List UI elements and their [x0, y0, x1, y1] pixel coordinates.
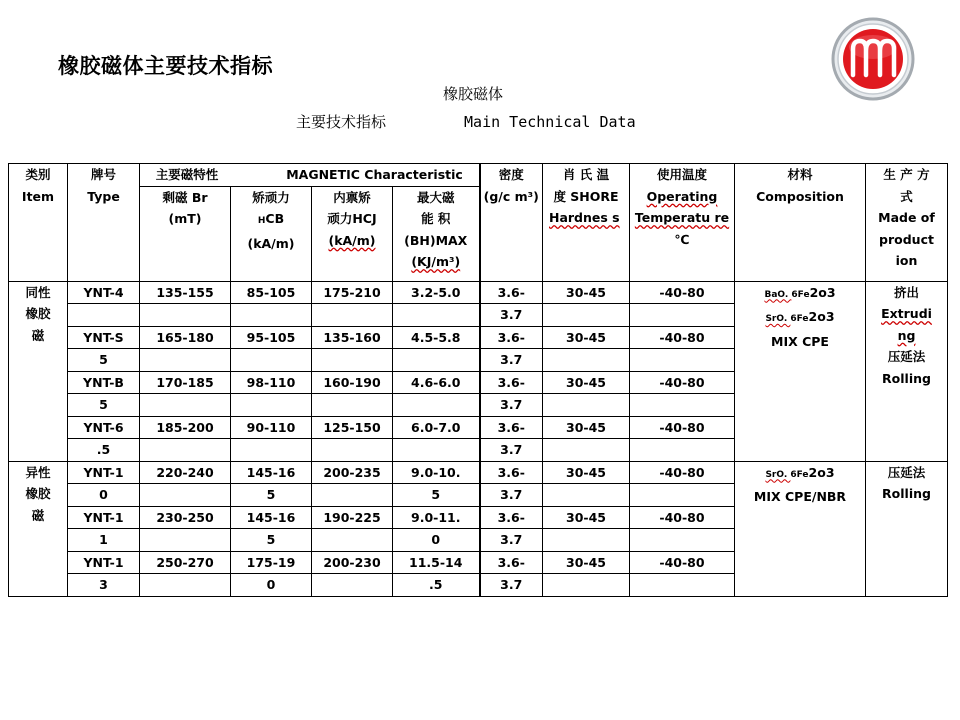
header-process-line: 生 产 方 — [883, 167, 930, 182]
hardness-cell-line: 30-45 — [566, 329, 606, 345]
material-cell-line — [735, 306, 865, 331]
process-cell — [866, 461, 948, 596]
density-cell — [480, 529, 543, 552]
hcj-cell — [312, 416, 393, 439]
technical-data-table — [8, 163, 948, 597]
hcj-cell — [312, 484, 393, 507]
header-hcj-line: (kA/m) — [328, 232, 376, 248]
hardness-cell — [543, 506, 630, 529]
header-hcb-line: 矫顽力 — [252, 189, 290, 205]
header-br — [140, 186, 231, 281]
hcj-cell — [312, 281, 393, 304]
header-temperature-line: Operating — [646, 188, 718, 204]
hcb-cell-line: 90-110 — [246, 419, 296, 435]
type-cell-line: .5 — [96, 442, 111, 457]
hardness-cell-line: 30-45 — [566, 554, 606, 570]
bhmax-cell — [393, 326, 480, 349]
header-bhmax-line: (KJ/m³) — [411, 254, 461, 269]
density-cell-line: 3.6- — [497, 464, 525, 480]
temperature-cell — [630, 281, 735, 304]
density-cell-line: 3.7 — [500, 532, 523, 547]
br-cell — [140, 371, 231, 394]
hardness-cell — [543, 349, 630, 372]
category-cell-line: 磁 — [31, 327, 45, 343]
subtitle-line2-en: Main Technical Data — [464, 113, 636, 131]
density-cell-line: 3.7 — [500, 577, 523, 592]
hardness-cell — [543, 551, 630, 574]
density-cell-line: 3.7 — [500, 307, 523, 322]
hcj-cell — [312, 394, 393, 417]
hcb-prefix: H — [257, 216, 266, 226]
material-cell-line — [735, 282, 865, 307]
density-cell — [480, 304, 543, 327]
hcj-cell — [312, 326, 393, 349]
bhmax-cell — [393, 506, 480, 529]
header-hcb — [231, 186, 312, 281]
header-hcb-line: (kA/m) — [247, 235, 295, 251]
header-br-line: 剩磁 Br — [162, 189, 208, 205]
type-cell — [68, 551, 140, 574]
table-row — [9, 461, 948, 484]
formula-prefix: SrO. — [765, 469, 791, 480]
process-cell-line: ng — [897, 327, 916, 343]
type-cell — [68, 304, 140, 327]
temperature-cell — [630, 326, 735, 349]
type-cell — [68, 506, 140, 529]
process-cell-line: Rolling — [882, 486, 931, 501]
density-cell-line: 3.7 — [500, 397, 523, 412]
temperature-cell — [630, 551, 735, 574]
material-cell-line: MIX CPE — [771, 333, 829, 349]
br-cell — [140, 439, 231, 462]
hardness-cell-line: 30-45 — [566, 464, 606, 480]
type-cell — [68, 371, 140, 394]
hcj-cell-line: 190-225 — [323, 509, 381, 525]
material-cell — [735, 281, 866, 461]
hardness-cell — [543, 416, 630, 439]
hcj-cell — [312, 574, 393, 597]
type-cell — [68, 461, 140, 484]
density-cell — [480, 484, 543, 507]
hardness-cell — [543, 394, 630, 417]
category-cell — [9, 461, 68, 596]
br-cell-line: 230-250 — [156, 509, 214, 525]
bhmax-cell — [393, 551, 480, 574]
hcb-cell — [231, 551, 312, 574]
br-cell-line: 170-185 — [156, 374, 214, 390]
header-material — [735, 164, 866, 282]
header-hardness — [543, 164, 630, 282]
bhmax-cell — [393, 349, 480, 372]
process-cell-line: 挤出 — [893, 284, 919, 300]
density-cell-line: 3.6- — [497, 329, 525, 345]
density-cell-line: 3.7 — [500, 352, 523, 367]
hcb-cell — [231, 281, 312, 304]
type-cell-line: YNT-1 — [83, 509, 124, 525]
hcj-cell — [312, 371, 393, 394]
hardness-cell — [543, 281, 630, 304]
header-hardness-line: 度 SHORE — [553, 188, 619, 204]
hcb-cell-line: 175-19 — [246, 554, 296, 570]
type-cell-line: 5 — [99, 397, 108, 412]
br-cell — [140, 461, 231, 484]
hcb-cell-line: 5 — [266, 487, 276, 502]
header-bhmax-line: 最大磁 — [416, 189, 455, 205]
material-cell-line: MIX CPE/NBR — [753, 489, 847, 504]
type-cell-line: YNT-B — [83, 374, 124, 390]
material-cell — [735, 461, 866, 596]
br-cell — [140, 529, 231, 552]
header-hcj-line: 内禀矫 — [333, 189, 371, 205]
header-hcb-symbol — [231, 208, 311, 233]
header-bhmax-line: (BH)MAX — [404, 232, 468, 248]
bhmax-cell — [393, 281, 480, 304]
type-cell — [68, 484, 140, 507]
hcj-cell — [312, 551, 393, 574]
hcb-cell-line: 0 — [266, 577, 276, 592]
hardness-cell — [543, 529, 630, 552]
density-cell — [480, 281, 543, 304]
temperature-cell-line: -40-80 — [659, 554, 705, 570]
hcb-cell — [231, 439, 312, 462]
hcj-cell-line: 200-230 — [323, 554, 381, 570]
density-cell — [480, 506, 543, 529]
subtitle-line2-cn: 主要技术指标 — [296, 113, 387, 131]
page-title: 橡胶磁体主要技术指标 — [58, 54, 273, 78]
formula-end: 2o3 — [809, 284, 836, 300]
bhmax-cell-line: 0 — [431, 532, 441, 547]
header-magnetic — [140, 164, 480, 187]
hcb-cell-line: 5 — [266, 532, 276, 547]
temperature-cell — [630, 484, 735, 507]
density-cell-line: 3.6- — [497, 554, 525, 570]
header-hardness-line: Hardnes s — [549, 210, 620, 225]
hcb-main: CB — [265, 211, 285, 226]
br-cell — [140, 304, 231, 327]
density-cell-line: 3.6- — [497, 419, 525, 435]
bhmax-cell-line: 6.0-7.0 — [411, 419, 461, 435]
header-temperature — [630, 164, 735, 282]
hcb-cell-line: 98-110 — [246, 374, 296, 390]
hcj-cell-line: 160-190 — [323, 374, 381, 390]
temperature-cell — [630, 349, 735, 372]
hcb-cell — [231, 416, 312, 439]
temperature-cell — [630, 304, 735, 327]
type-cell-line: YNT-S — [83, 329, 124, 345]
category-cell-line: 同性 — [25, 284, 51, 300]
header-magnetic-label — [140, 164, 479, 186]
br-cell — [140, 484, 231, 507]
m-letter-logo-icon — [831, 17, 915, 101]
hardness-cell — [543, 484, 630, 507]
formula-mid: 6Fe — [790, 469, 809, 480]
header-grade-line: Type — [87, 188, 120, 204]
material-cell-line — [735, 462, 865, 487]
header-density — [480, 164, 543, 282]
header-grade-line: 牌号 — [90, 167, 116, 182]
header-grade — [68, 164, 140, 282]
temperature-cell-line: -40-80 — [659, 374, 705, 390]
header-process-line: ion — [895, 253, 918, 268]
bhmax-cell-line: 5 — [431, 487, 441, 502]
header-process — [866, 164, 948, 282]
bhmax-cell — [393, 439, 480, 462]
category-cell — [9, 281, 68, 461]
type-cell — [68, 416, 140, 439]
type-cell — [68, 529, 140, 552]
bhmax-cell-line: 4.5-5.8 — [411, 329, 461, 345]
hardness-cell-line: 30-45 — [566, 419, 606, 435]
hcb-cell — [231, 506, 312, 529]
process-cell-line: Extrudi — [881, 306, 932, 321]
bhmax-cell — [393, 416, 480, 439]
type-cell — [68, 326, 140, 349]
process-cell-line: 压延法 — [887, 464, 926, 480]
bhmax-cell-line: 4.6-6.0 — [411, 374, 461, 390]
formula-mid: 6Fe — [790, 314, 809, 324]
br-cell-line: 250-270 — [156, 554, 214, 570]
header-hcj-line: 顽力HCJ — [327, 211, 377, 226]
hcb-cell-line: 145-16 — [246, 509, 296, 525]
header-hardness-line: 肖 氏 温 — [562, 167, 610, 182]
density-cell — [480, 439, 543, 462]
temperature-cell-line: -40-80 — [659, 464, 705, 480]
table-row — [9, 281, 948, 304]
hcj-cell-line: 125-150 — [323, 419, 381, 435]
header-temperature-line: ℃ — [674, 231, 690, 247]
category-cell-line: 橡胶 — [25, 306, 51, 321]
br-cell — [140, 416, 231, 439]
bhmax-cell-line: 9.0-11. — [411, 509, 461, 525]
formula-prefix: SrO. — [765, 314, 791, 324]
hcj-cell — [312, 304, 393, 327]
bhmax-cell — [393, 394, 480, 417]
hardness-cell — [543, 371, 630, 394]
br-cell-line: 135-155 — [156, 284, 214, 300]
temperature-cell — [630, 416, 735, 439]
header-density-line: 密度 — [498, 167, 524, 182]
magnetic-cn: 主要磁特性 — [155, 167, 219, 182]
header-process-line: Made of — [878, 210, 935, 225]
type-cell — [68, 574, 140, 597]
temperature-cell — [630, 506, 735, 529]
temperature-cell-line: -40-80 — [659, 509, 705, 525]
bhmax-cell — [393, 371, 480, 394]
type-cell — [68, 281, 140, 304]
hardness-cell-line: 30-45 — [566, 509, 606, 525]
br-cell — [140, 506, 231, 529]
temperature-cell-line: -40-80 — [659, 419, 705, 435]
density-cell — [480, 551, 543, 574]
density-cell — [480, 349, 543, 372]
hardness-cell — [543, 326, 630, 349]
type-cell-line: YNT-1 — [83, 464, 124, 480]
header-category — [9, 164, 68, 282]
header-process-line: 式 — [900, 188, 913, 204]
temperature-cell-line: -40-80 — [659, 284, 705, 300]
hardness-cell — [543, 461, 630, 484]
br-cell-line: 165-180 — [156, 329, 214, 345]
category-cell-line: 磁 — [31, 507, 45, 523]
density-cell-line: 3.7 — [500, 442, 523, 457]
hcj-cell — [312, 349, 393, 372]
process-cell — [866, 281, 948, 461]
type-cell — [68, 439, 140, 462]
hcj-cell — [312, 461, 393, 484]
hcb-cell-line: 145-16 — [246, 464, 296, 480]
density-cell — [480, 574, 543, 597]
density-cell-line: 3.6- — [497, 509, 525, 525]
bhmax-cell-line: .5 — [429, 577, 443, 592]
header-br-line: (mT) — [168, 211, 202, 226]
br-cell-line: 185-200 — [156, 419, 214, 435]
hcj-cell — [312, 439, 393, 462]
header-temperature-line: 使用温度 — [656, 167, 707, 182]
hardness-cell — [543, 574, 630, 597]
br-cell-line: 220-240 — [156, 464, 214, 480]
magnetic-en: MAGNETIC Characteristic — [286, 167, 463, 182]
br-cell — [140, 349, 231, 372]
br-cell — [140, 281, 231, 304]
header-bhmax — [393, 186, 480, 281]
hardness-cell — [543, 304, 630, 327]
hcb-cell — [231, 326, 312, 349]
bhmax-cell-line: 3.2-5.0 — [411, 284, 461, 300]
hcj-cell-line: 135-160 — [323, 329, 381, 345]
hcb-cell — [231, 394, 312, 417]
hcb-cell-line: 95-105 — [246, 329, 296, 345]
hcb-cell — [231, 484, 312, 507]
hcj-cell — [312, 506, 393, 529]
hcj-cell-line: 175-210 — [323, 284, 381, 300]
temperature-cell — [630, 439, 735, 462]
header-material-line: Composition — [756, 188, 844, 204]
formula-mid: 6Fe — [791, 289, 810, 300]
bhmax-cell — [393, 484, 480, 507]
hardness-cell-line: 30-45 — [566, 284, 606, 300]
header-density-line: (g/c m³) — [483, 188, 539, 204]
hardness-cell — [543, 439, 630, 462]
category-cell-line: 异性 — [25, 464, 51, 480]
density-cell-line: 3.7 — [500, 487, 523, 502]
type-cell-line: 5 — [99, 352, 108, 367]
hcb-cell-line: 85-105 — [246, 284, 296, 300]
bhmax-cell — [393, 304, 480, 327]
type-cell-line: YNT-1 — [83, 554, 124, 570]
temperature-cell-line: -40-80 — [659, 329, 705, 345]
br-cell — [140, 394, 231, 417]
hcb-cell — [231, 529, 312, 552]
subtitle-line2 — [296, 111, 636, 132]
hcb-cell — [231, 574, 312, 597]
hcj-cell-line: 200-235 — [323, 464, 381, 480]
hcb-cell — [231, 304, 312, 327]
process-cell-line: 压延法 — [887, 349, 926, 364]
hcj-cell — [312, 529, 393, 552]
hcb-cell — [231, 371, 312, 394]
formula-end: 2o3 — [808, 464, 835, 480]
bhmax-cell-line: 9.0-10. — [411, 464, 461, 480]
type-cell — [68, 394, 140, 417]
density-cell-line: 3.6- — [497, 374, 525, 390]
header-category-line: 类别 — [25, 167, 51, 182]
br-cell — [140, 326, 231, 349]
hardness-cell-line: 30-45 — [566, 374, 606, 390]
header-temperature-line: Temperatu re — [634, 210, 730, 225]
hcb-cell — [231, 349, 312, 372]
process-cell-line: Rolling — [882, 370, 931, 386]
temperature-cell — [630, 574, 735, 597]
type-cell-line: 0 — [99, 487, 108, 502]
temperature-cell — [630, 394, 735, 417]
bhmax-cell — [393, 574, 480, 597]
formula-end: 2o3 — [808, 309, 835, 324]
header-material-line: 材料 — [787, 167, 813, 182]
density-cell — [480, 371, 543, 394]
header-hcj — [312, 186, 393, 281]
category-cell-line: 橡胶 — [25, 486, 51, 501]
header-bhmax-line: 能 积 — [421, 211, 451, 226]
br-cell — [140, 574, 231, 597]
density-cell — [480, 394, 543, 417]
br-cell — [140, 551, 231, 574]
type-cell-line: YNT-4 — [83, 284, 124, 300]
density-cell — [480, 326, 543, 349]
density-cell — [480, 416, 543, 439]
type-cell-line: YNT-6 — [83, 419, 124, 435]
temperature-cell — [630, 529, 735, 552]
type-cell — [68, 349, 140, 372]
header-row — [9, 164, 948, 187]
temperature-cell — [630, 371, 735, 394]
density-cell — [480, 461, 543, 484]
density-cell-line: 3.6- — [497, 284, 525, 300]
type-cell-line: 3 — [99, 577, 108, 592]
temperature-cell — [630, 461, 735, 484]
formula-prefix: BaO. — [764, 289, 792, 300]
hcb-cell — [231, 461, 312, 484]
subtitle-cn: 橡胶磁体 — [443, 85, 504, 103]
type-cell-line: 1 — [99, 532, 108, 547]
header-category-line: Item — [21, 188, 55, 204]
bhmax-cell — [393, 529, 480, 552]
bhmax-cell — [393, 461, 480, 484]
bhmax-cell-line: 11.5-14 — [409, 554, 463, 570]
header-process-line: product — [879, 231, 934, 247]
